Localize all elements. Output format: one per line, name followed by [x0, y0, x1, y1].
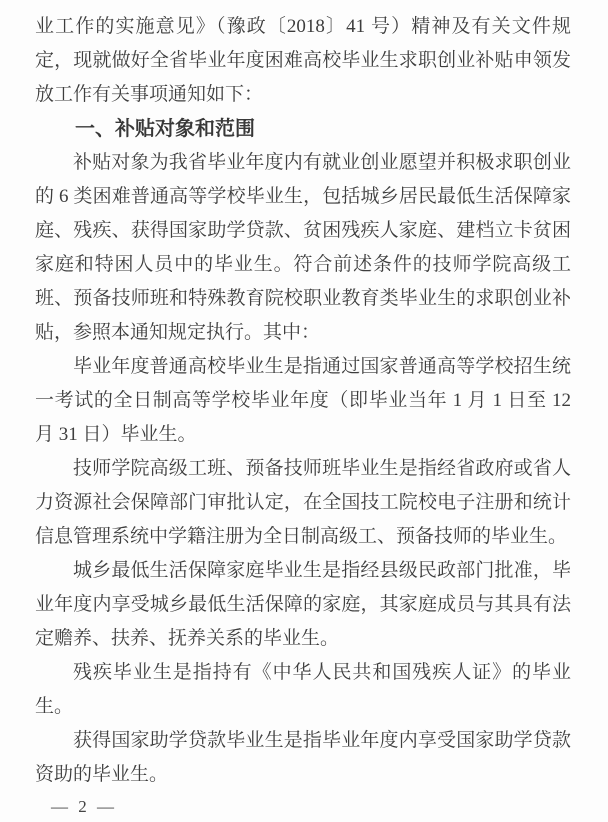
body-paragraph-technician-college-definition: 技师学院高级工班、预备技师班毕业生是指经省政府或省人力资源社会保障部门审批认定，在全国技工院校电子注册和统计信息管理系统中学籍注册为全日制高级工、预备技师的毕业生。 [35, 458, 571, 547]
body-paragraph-disabled-graduate-definition: 残疾毕业生是指持有《中华人民共和国残疾人证》的毕业生。 [35, 662, 571, 717]
body-paragraph-graduation-year-definition: 毕业年度普通高校毕业生是指通过国家普通高等学校招生统一考试的全日制高等学校毕业年度（即毕业当年 1 月 1 日至 12 月 31 日）毕业生。 [35, 356, 571, 445]
body-paragraph-low-income-family-definition: 城乡最低生活保障家庭毕业生是指经县级民政部门批准，毕业年度内享受城乡最低生活保障的家庭，其家庭成员与其具有法定赡养、扶养、抚养关系的毕业生。 [35, 560, 571, 649]
body-paragraph-subsidy-scope: 补贴对象为我省毕业年度内有就业创业愿望并积极求职创业的 6 类困难普通高等学校毕业生，包括城乡居民最低生活保障家庭、残疾、获得国家助学贷款、贫困残疾人家庭、建档立卡贫困家庭和特困人员中的毕业生。符合前述条件的技师学院高级工班、预备技师班和特殊教育院校职业教育类毕业生的求职创业补贴，参照本通知规定执行。其中： [35, 152, 571, 343]
body-paragraph-student-loan-definition: 获得国家助学贷款毕业生是指毕业年度内享受国家助学贷款资助的毕业生。 [35, 730, 571, 785]
page-number: — 2 — [51, 797, 117, 816]
section-heading: 一、补贴对象和范围 [75, 118, 255, 140]
continuation-paragraph: 业工作的实施意见》（豫政〔2018〕41 号）精神及有关文件规定，现就做好全省毕业年度困难高校毕业生求职创业补贴申领发放工作有关事项通知如下： [35, 16, 571, 105]
